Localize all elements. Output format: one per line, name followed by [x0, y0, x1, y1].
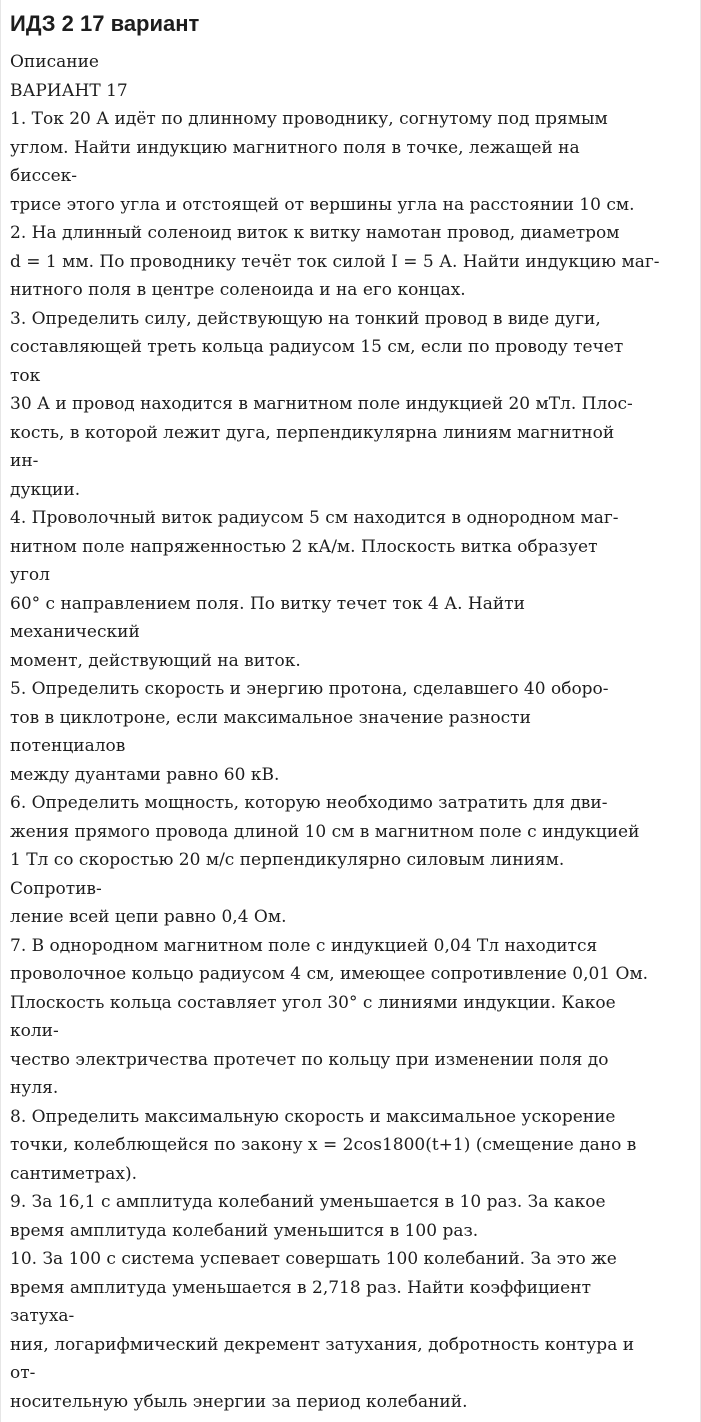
- text-line: 3. Определить силу, действующую на тонкий провод в виде дуги,: [10, 308, 601, 329]
- text-line: Описание: [10, 52, 99, 72]
- text-line: d = 1 мм. По проводнику течёт ток силой I = 5 А. Найти индукцию маг-: [10, 251, 660, 272]
- text-line: ния, логарифмический декремент затухания, добротность контура и: [10, 1334, 635, 1355]
- text-line: 1 Тл со скоростью 20 м/с перпендикулярно силовым линиям.: [10, 850, 565, 870]
- text-line: проволочное кольцо радиусом 4 см, имеющее сопротивление 0,01 Ом.: [10, 964, 649, 984]
- text-line: ин-: [10, 451, 39, 471]
- text-line: 7. В однородном магнитном поле с индукцией 0,04 Тл находится: [10, 935, 598, 956]
- text-line: от-: [10, 1363, 36, 1383]
- text-line: 8. Определить максимальную скорость и максимальное ускорение: [10, 1106, 616, 1127]
- text-line: потенциалов: [10, 736, 126, 756]
- text-line: точки, колеблющейся по закону x = 2cos1800(t+1) (смещение дано в: [10, 1135, 637, 1155]
- text-line: тов в циклотроне, если максимальное значение разности: [10, 707, 531, 728]
- text-line: нитном поле напряженностью 2 кА/м. Плоскость витка образует: [10, 536, 598, 557]
- text-line: момент, действующий на виток.: [10, 650, 301, 671]
- text-line: кость, в которой лежит дуга, перпендикулярна линиям магнитной: [10, 422, 615, 443]
- text-line: жения прямого провода длиной 10 см в магнитном поле с индукцией: [10, 821, 640, 842]
- text-line: затуха-: [10, 1306, 75, 1326]
- text-line: носительную убыль энергии за период колебаний.: [10, 1391, 468, 1412]
- text-line: нуля.: [10, 1078, 59, 1098]
- text-line: 4. Проволочный виток радиусом 5 см находится в однородном маг-: [10, 508, 619, 528]
- text-line: механический: [10, 622, 140, 642]
- text-line: 60° с направлением поля. По витку течет ток 4 А. Найти: [10, 593, 525, 614]
- text-line: 10. За 100 с система успевает совершать 100 колебаний. За это же: [10, 1249, 617, 1269]
- text-line: время амплитуда колебаний уменьшится в 100 раз.: [10, 1220, 479, 1241]
- text-line: время амплитуда уменьшается в 2,718 раз. Найти коэффициент: [10, 1277, 591, 1298]
- text-line: углом. Найти индукцию магнитного поля в точке, лежащей на: [10, 137, 580, 158]
- text-line: угол: [10, 565, 50, 585]
- text-line: дукции.: [10, 479, 81, 500]
- text-line: ВАРИАНТ 17: [10, 80, 128, 101]
- text-line: 30 А и провод находится в магнитном поле индукцией 20 мТл. Плос-: [10, 394, 633, 414]
- text-line: сантиметрах).: [10, 1163, 138, 1184]
- text-line: Плоскость кольца составляет угол 30° с линиями индукции. Какое: [10, 992, 616, 1013]
- text-line: 1. Ток 20 А идёт по длинному проводнику, согнутому под прямым: [10, 109, 608, 129]
- text-line: трисе этого угла и отстоящей от вершины угла на расстоянии 10 см.: [10, 194, 635, 215]
- text-line: 5. Определить скорость и энергию протона, сделавшего 40 оборо-: [10, 679, 609, 699]
- text-line: коли-: [10, 1021, 59, 1041]
- text-line: 9. За 16,1 с амплитуда колебаний уменьшается в 10 раз. За какое: [10, 1192, 606, 1212]
- text-line: биссек-: [10, 166, 78, 186]
- document-body: [10, 48, 700, 1416]
- page-title: ИДЗ 2 17 вариант: [10, 11, 200, 36]
- text-line: между дуантами равно 60 кВ.: [10, 764, 280, 785]
- text-line: Сопротив-: [10, 878, 102, 899]
- text-line: нитного поля в центре соленоида и на его концах.: [10, 280, 466, 300]
- text-line: 6. Определить мощность, которую необходимо затратить для дви-: [10, 793, 608, 813]
- text-line: составляющей треть кольца радиусом 15 см, если по проводу течет: [10, 337, 624, 357]
- text-line: 2. На длинный соленоид виток к витку намотан провод, диаметром: [10, 223, 620, 243]
- text-line: чество электричества протечет по кольцу при изменении поля до: [10, 1049, 609, 1070]
- text-line: ление всей цепи равно 0,4 Ом.: [10, 907, 287, 927]
- text-line: ток: [10, 365, 41, 386]
